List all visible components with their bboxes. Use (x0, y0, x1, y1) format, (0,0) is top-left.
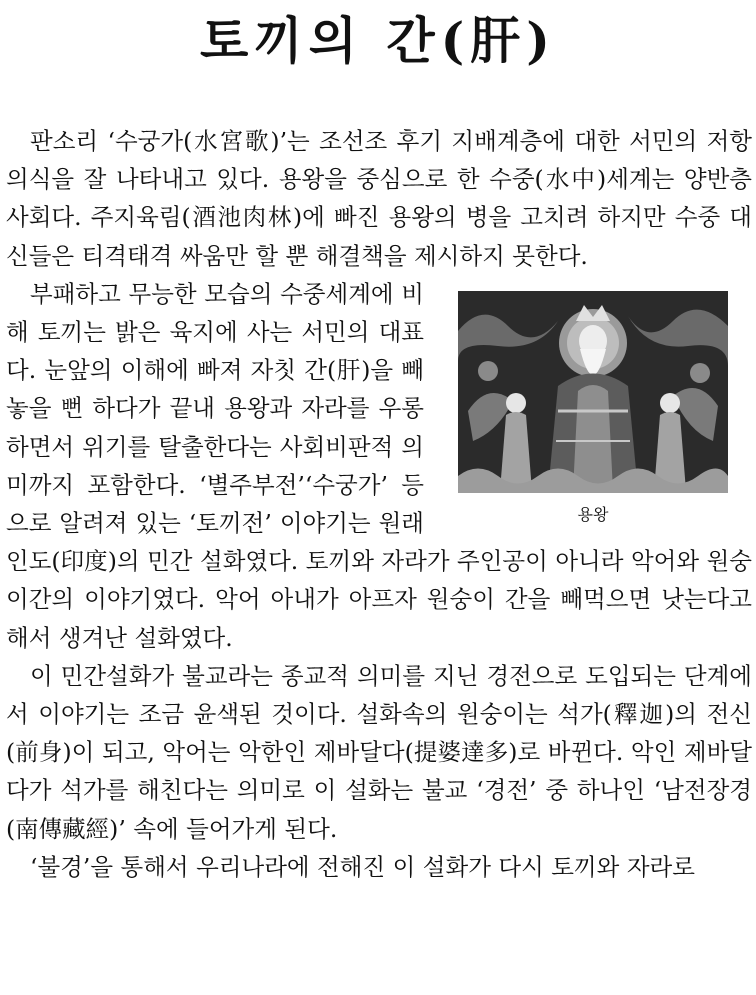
figure-caption: 용왕 (577, 504, 609, 524)
article-body (6, 122, 752, 886)
dragon-king-illustration (458, 291, 728, 493)
paragraph-2: 부패하고 무능한 모습의 수중세계에 비해 토끼는 밝은 육지에 사는 서민의 대표다. 눈앞의 이해에 빠져 자칫 간(肝)을 빼놓을 뻔 하다가 끝내 용왕과 자라를 우롱하면서 위기를 탈출한다는 사회비판적 의미까지 포함한다. ‘별주부전’‘수궁가’ 등으로 알려져 있는 ‘토끼전’ 이야기는 원래 인도(印度)의 민간 설화였다. 토끼와 자라가 주인공이 아니라 악어와 원숭이간의 이야기였다. 악어 아내가 아프자 원숭이 간을 빼먹으면 낫는다고 해서 생겨난 설화였다. (6, 279, 752, 652)
paragraph-4: ‘불경’을 통해서 우리나라에 전해진 이 설화가 다시 토끼와 자라로 (30, 852, 695, 881)
page-title: 토끼의 간(肝) (200, 11, 556, 70)
paragraph-1: 판소리 ‘수궁가(水宮歌)’는 조선조 후기 지배계층에 대한 서민의 저항의식을 잘 나타내고 있다. 용왕을 중심으로 한 수중(水中)세계는 양반층 사회다. 주지육림(酒池肉林)에 빠진 용왕의 병을 고치려 하지만 수중 대신들은 티격태격 싸움만 할 뿐 해결책을 제시하지 못한다. (6, 127, 752, 270)
figure-dragon-king (440, 289, 752, 529)
paragraph-3: 이 민간설화가 불교라는 종교적 의미를 지닌 경전으로 도입되는 단계에서 이야기는 조금 윤색된 것이다. 설화속의 원숭이는 석가(釋迦)의 전신(前身)이 되고, 악어는 악한인 제바달다(提婆達多)로 바뀐다. 악인 제바달다가 석가를 해친다는 의미로 이 설화는 불교 ‘경전’ 중 하나인 ‘남전장경(南傳藏經)’ 속에 들어가게 된다. (6, 661, 752, 843)
